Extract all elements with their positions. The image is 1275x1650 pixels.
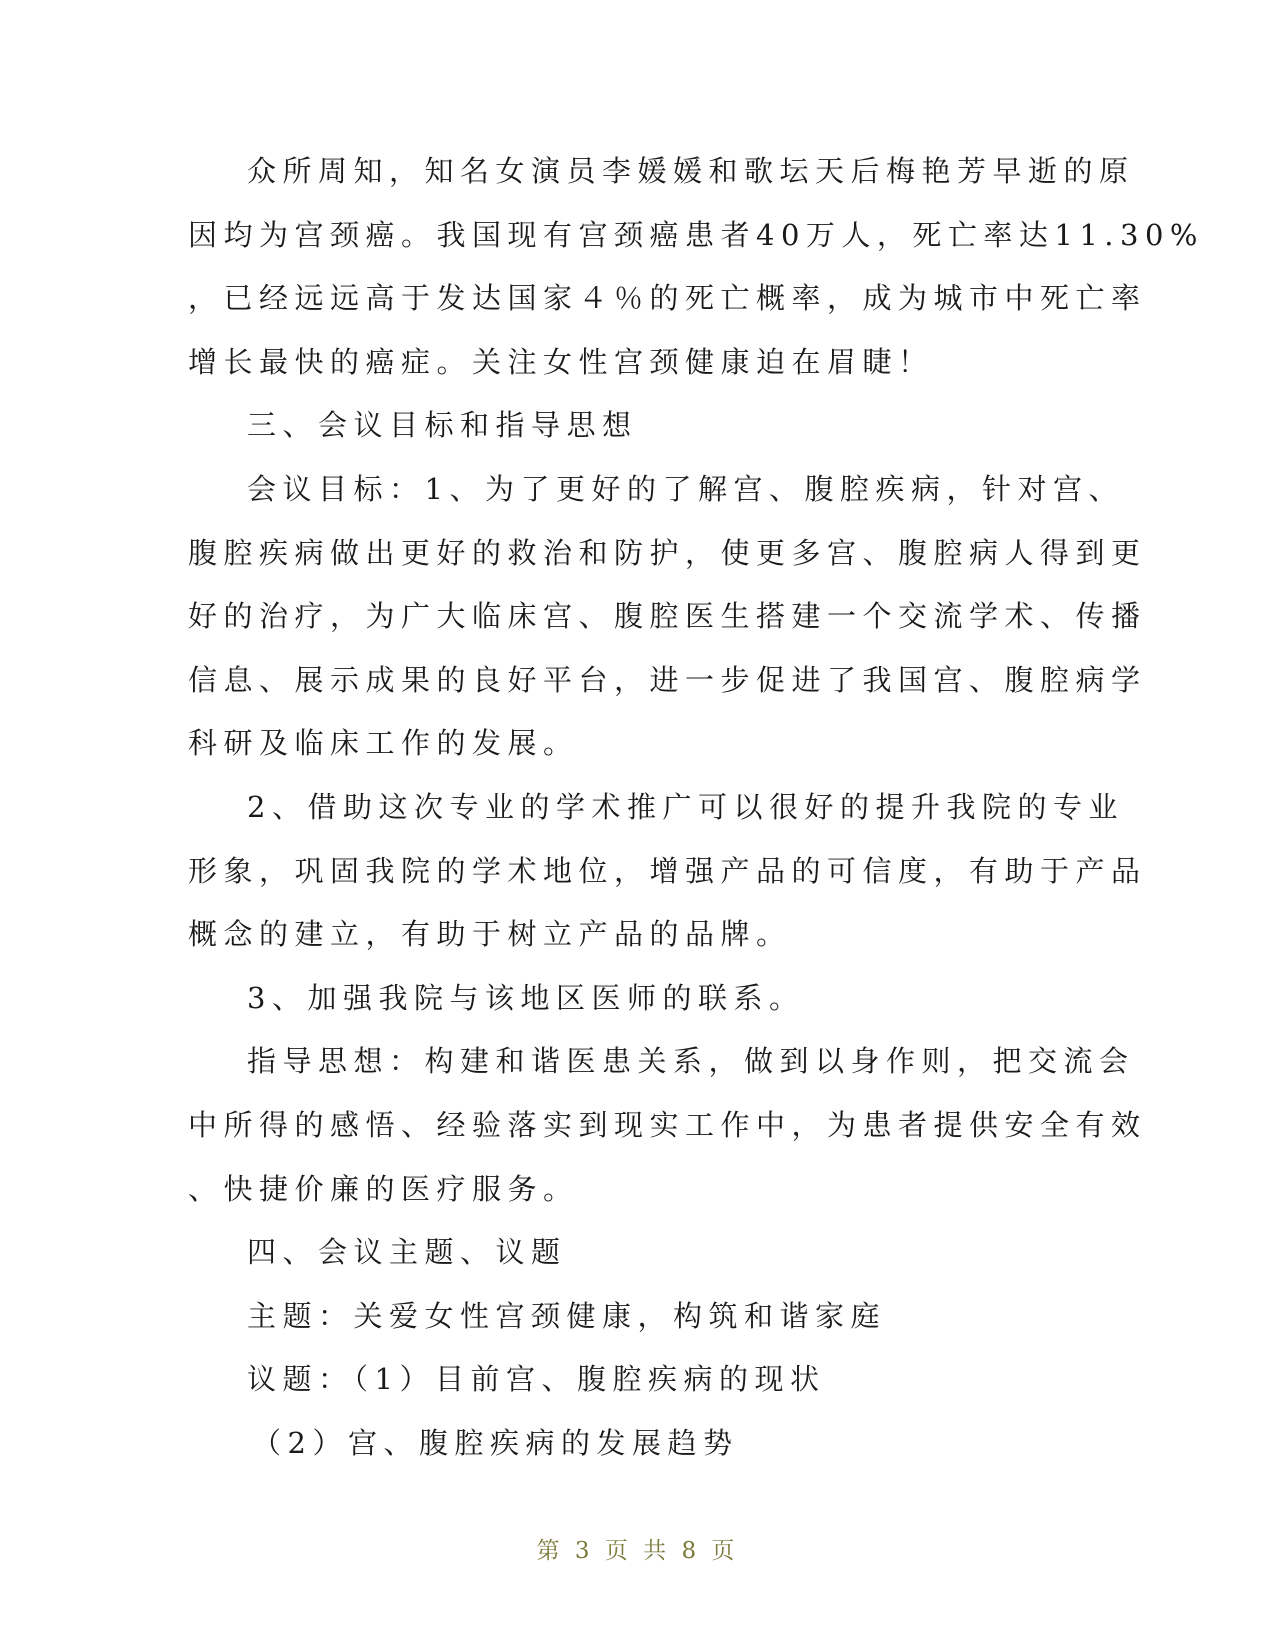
paragraph-line: 腹腔疾病做出更好的救治和防护，使更多宫、腹腔病人得到更 — [188, 535, 1147, 570]
page-number-footer: 第 3 页 共 8 页 — [536, 1538, 739, 1564]
paragraph-line: 议题：（1）目前宫、腹腔疾病的现状 — [247, 1362, 826, 1397]
paragraph-line: 增长最快的癌症。关注女性宫颈健康迫在眉睫！ — [188, 344, 934, 379]
paragraph-line: 2、借助这次专业的学术推广可以很好的提升我院的专业 — [247, 789, 1124, 824]
paragraph-line: 概念的建立，有助于树立产品的品牌。 — [188, 917, 792, 952]
paragraph-line: 中所得的感悟、经验落实到现实工作中，为患者提供安全有效 — [188, 1107, 1147, 1142]
paragraph-line: 众所周知，知名女演员李媛媛和歌坛天后梅艳芳早逝的原 — [247, 154, 1135, 188]
paragraph-line: 会议目标：1、为了更好的了解宫、腹腔疾病，针对宫、 — [247, 471, 1124, 506]
paragraph-line: 信息、展示成果的良好平台，进一步促进了我国宫、腹腔病学 — [188, 662, 1147, 697]
paragraph-line: （2）宫、腹腔疾病的发展趋势 — [252, 1425, 739, 1460]
paragraph-line: 因均为宫颈癌。我国现有宫颈癌患者40万人，死亡率达11.30% — [188, 217, 1204, 252]
section-heading: 四、会议主题、议题 — [247, 1235, 567, 1270]
document-body — [188, 140, 1204, 1475]
paragraph-line: 3、加强我院与该地区医师的联系。 — [247, 980, 805, 1015]
paragraph-line: 指导思想：构建和谐医患关系，做到以身作则，把交流会 — [247, 1044, 1135, 1079]
paragraph-line: 科研及临床工作的发展。 — [188, 726, 579, 761]
paragraph-line: 形象，巩固我院的学术地位，增强产品的可信度，有助于产品 — [188, 853, 1147, 888]
section-heading: 三、会议目标和指导思想 — [247, 408, 638, 443]
paragraph-line: 主题：关爱女性宫颈健康，构筑和谐家庭 — [247, 1298, 887, 1333]
paragraph-line: ，已经远远高于发达国家４％的死亡概率，成为城市中死亡率 — [188, 281, 1147, 316]
paragraph-line: 、快捷价廉的医疗服务。 — [188, 1171, 579, 1206]
paragraph-line: 好的治疗，为广大临床宫、腹腔医生搭建一个交流学术、传播 — [188, 599, 1147, 634]
